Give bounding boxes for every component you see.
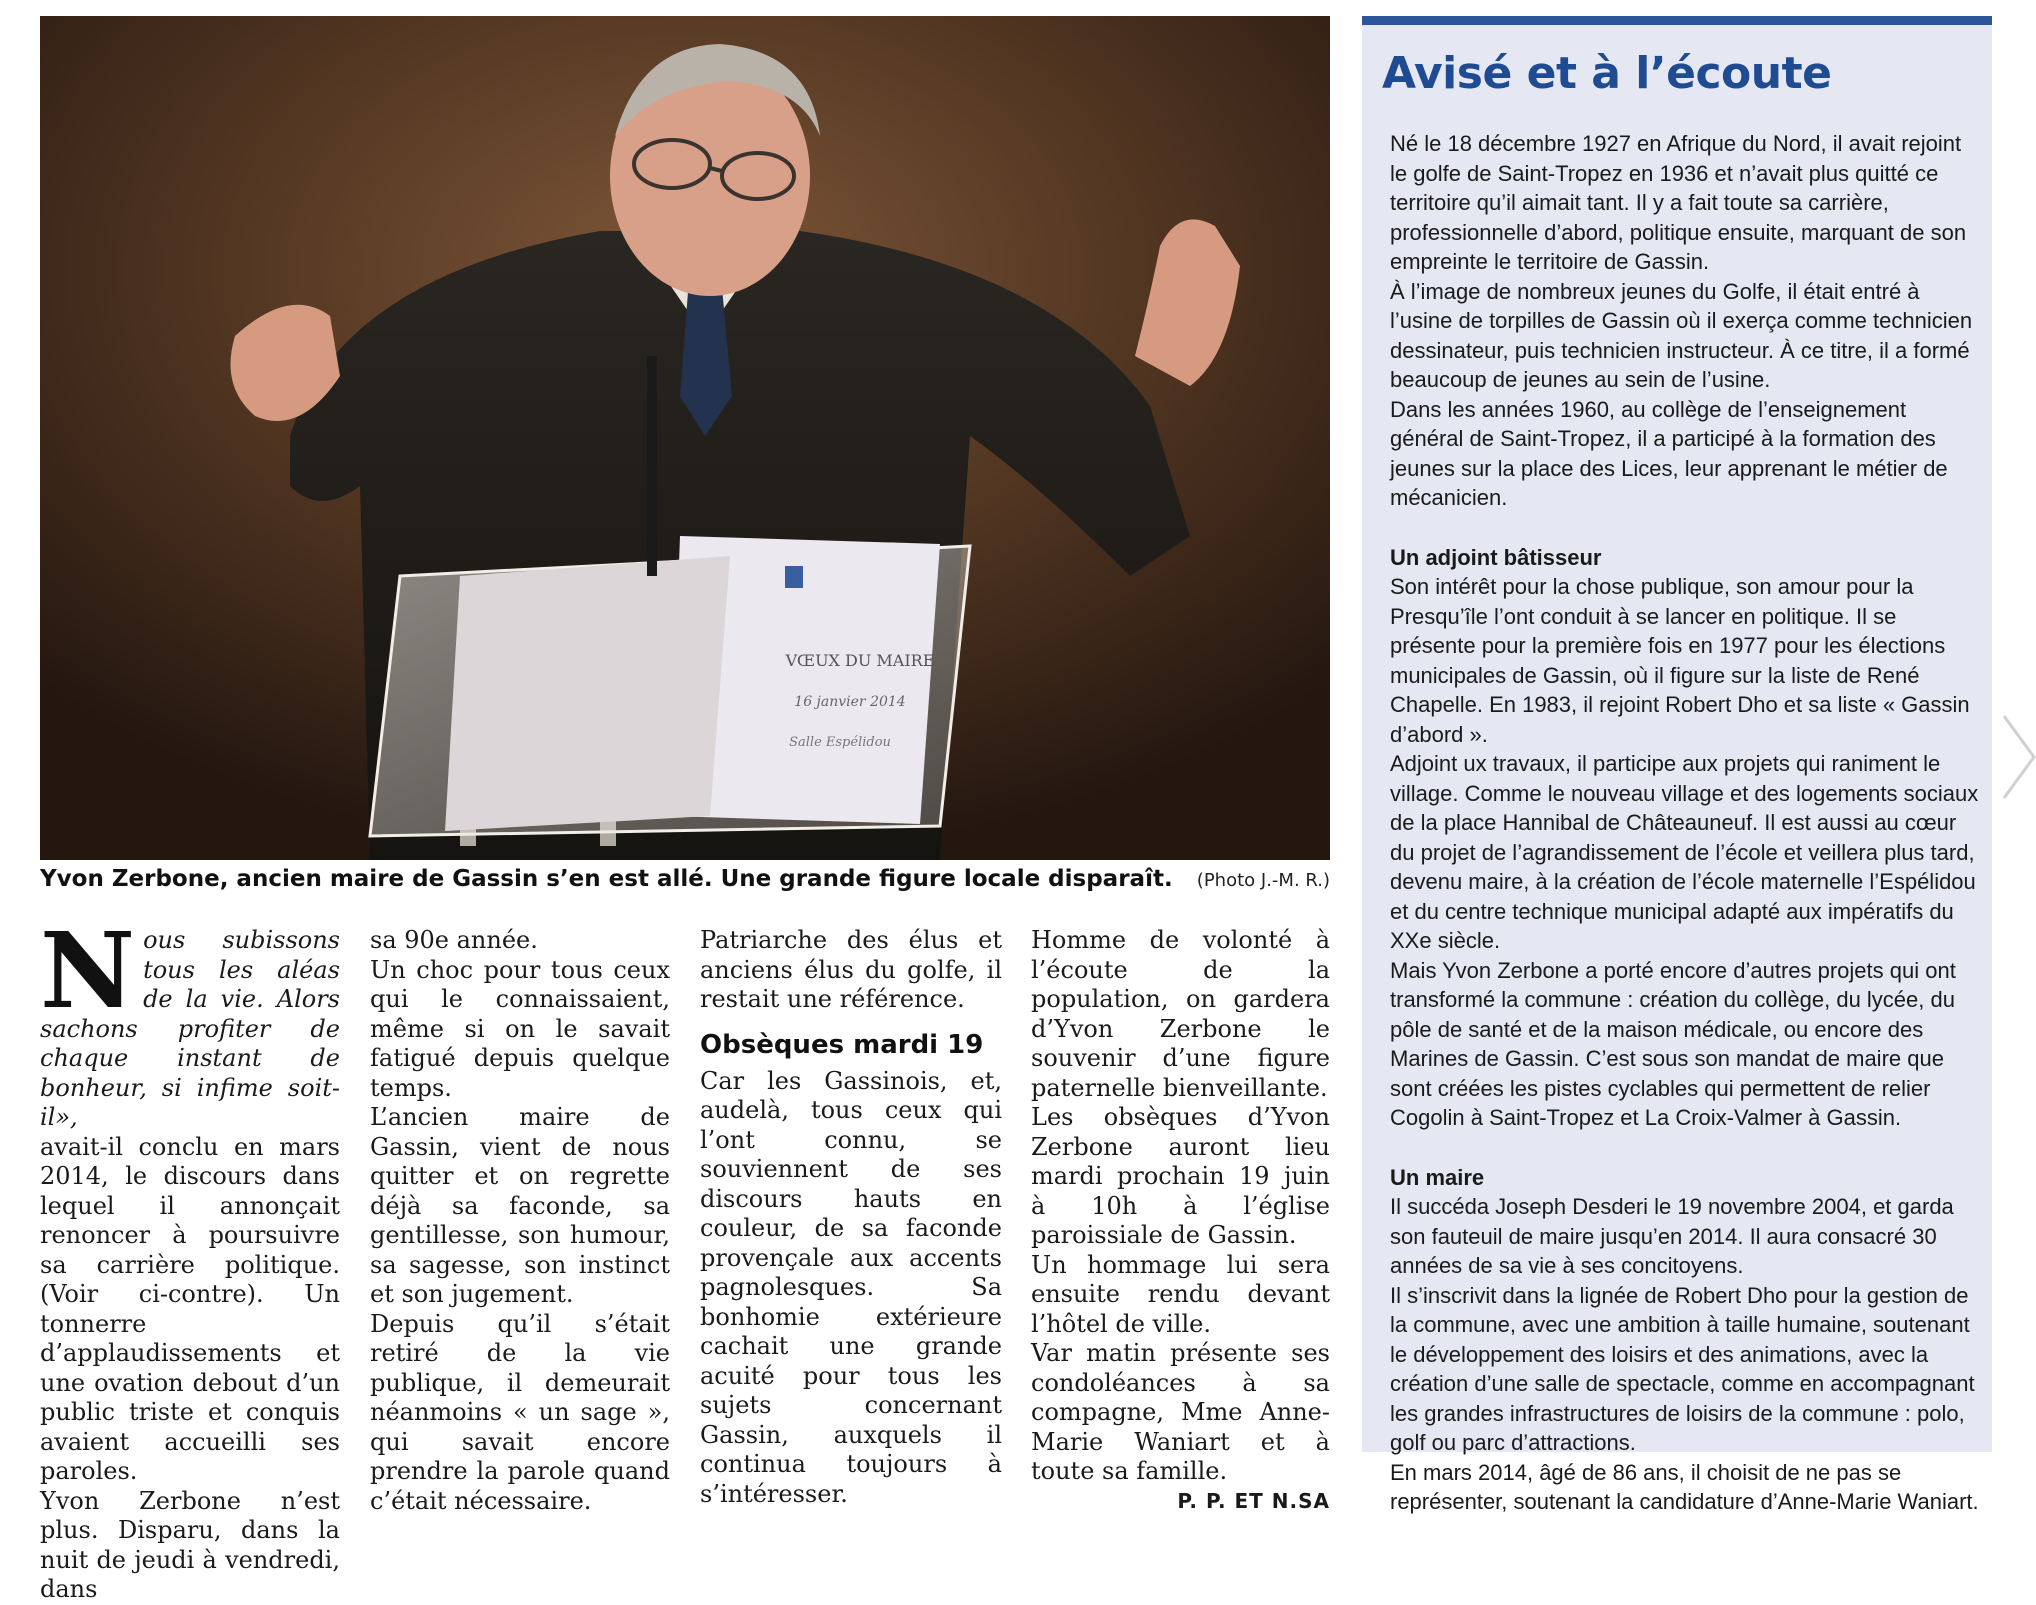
article-column-2 [370, 926, 670, 1516]
sidebar-paragraph: Dans les années 1960, au collège de l’enseignement général de Saint-Tropez, il a participé à la formation des jeunes sur la place des Lices, leur apprenant le métier de mécanicien. [1390, 396, 1948, 510]
article-subheading: Obsèques mardi 19 [700, 1029, 984, 1060]
article-paragraph: Homme de volonté à l’écoute de la population, on gardera d’Yvon Zerbone le souvenir d’une figure paternelle bienveillante. [1031, 926, 1330, 1102]
article-column-4 [1031, 926, 1330, 1515]
sidebar-box [1362, 16, 1992, 1514]
article-paragraph: Patriarche des élus et anciens élus du golfe, il restait une référence. [700, 926, 1002, 1013]
chevron-right-icon[interactable] [2000, 712, 2036, 802]
sidebar-paragraph: Son intérêt pour la chose publique, son amour pour la Presqu’île l’ont conduit à se lancer en politique. Il se présente pour la première fois en 1977 pour les élections municipales de Gassin, où il figure sur la liste de René Chapelle. En 1983, il rejoint Robert Dho et sa liste « Gassin d’abord ». [1390, 574, 1970, 747]
sidebar-paragraph: Il s’inscrivit dans la lignée de Robert Dho pour la gestion de la commune, avec une ambition à taille humaine, soutenant le développement des loisirs et des animations, avec la création d’une salle de spectacle, comme en accompagnant les grandes infrastructures de loisirs de la commune : polo, golf ou parc d’attractions. [1390, 1282, 1975, 1455]
article-paragraph: Un hommage lui sera ensuite rendu devant l’hôtel de ville. [1031, 1250, 1330, 1338]
news-photo [40, 16, 1330, 860]
lectern-title: VŒUX DU MAIRE [785, 651, 935, 670]
photo-credit: (Photo J.-M. R.) [1196, 870, 1330, 891]
photo-caption [40, 866, 1330, 900]
sidebar-paragraph: À l’image de nombreux jeunes du Golfe, il était entré à l’usine de torpilles de Gassin où il exerça comme technicien dessinateur, puis technicien instructeur. À ce titre, il a formé beaucoup de jeunes au sein de l’usine. [1390, 278, 1973, 392]
article-paragraph: L’ancien maire de Gassin, vient de nous quitter et on regrette déjà sa faconde, sa gentillesse, son humour, sa sagesse, son instinct et son jugement. [370, 1103, 670, 1308]
lectern-venue: Salle Espélidou [789, 735, 891, 750]
speaker-illustration [40, 16, 1330, 860]
article-column-3 [700, 926, 1002, 1509]
caption-text: Yvon Zerbone, ancien maire de Gassin s’en est allé. Une grande figure locale disparaît. [40, 866, 1173, 892]
drop-cap: N [40, 909, 136, 1032]
article-intro: ous subissons tous les aléas de la vie. Alors sachons profiter de chaque instant de bonheur, si infime soit-il», [40, 926, 340, 1131]
sidebar-paragraph: Adjoint ux travaux, il participe aux projets qui raniment le village. Comme le nouveau village et des logements sociaux de la place Hannibal de Châteauneuf. Il est aussi au cœur du projet de l’agrandissement de l’école et veillera plus tard, devenu maire, à la création de l’école maternelle l’Espélidou et du centre technique municipal adapté aux impératifs du XXe siècle. [1390, 751, 1979, 953]
article-column-1 [40, 909, 340, 1605]
sidebar-paragraph: Né le 18 décembre 1927 en Afrique du Nord, il avait rejoint le golfe de Saint-Tropez en 1936 et n’avait plus quitté ce territoire qu’il aimait tant. Il y a fait toute sa carrière, professionnelle d’abord, politique ensuite, marquant de son empreinte le territoire de Gassin. [1390, 131, 1967, 274]
sidebar-paragraph: Mais Yvon Zerbone a porté encore d’autres projets qui ont transformé la commune : création du collège, du lycée, du pôle de santé et de la maison médicale, ou encore des Marines de Gassin. C’est sous son mandat de maire que sont créées les pistes cyclables qui permettent de relier Cogolin à Saint-Tropez et La Croix-Valmer à Gassin. [1390, 957, 1956, 1130]
sidebar-title: Avisé et à l’écoute [1382, 48, 1832, 99]
article-paragraph: Les obsèques d’Yvon Zerbone auront lieu mardi prochain 19 juin à 10h à l’église paroissiale de Gassin. [1031, 1103, 1330, 1249]
article-paragraph: avait-il conclu en mars 2014, le discours dans lequel il annonçait renoncer à poursuivre sa carrière politique. (Voir ci-contre). Un tonnerre d’applaudissements et une ovation debout d’un public triste et conquis avaient accueilli ses paroles. [40, 1132, 340, 1485]
article-paragraph: Var matin présente ses condoléances à sa compagne, Mme Anne-Marie Waniart et à toute sa famille. [1031, 1339, 1330, 1485]
sidebar-subheading: Un adjoint bâtisseur [1390, 544, 1602, 570]
article-paragraph: Car les Gassinois, et, audelà, tous ceux qui l’ont connu, se souviennent de ses discours hauts en couleur, de sa faconde provençale aux accents pagnolesques. Sa bonhomie extérieure cachait une grande acuité pour tous les sujets concernant Gassin, auxquels il continua toujours à s’intéresser. [700, 1066, 1002, 1508]
article-paragraph: sa 90e année. [370, 926, 538, 954]
article-signature: P. P. ET N.SA [1177, 1488, 1330, 1513]
article-paragraph: Depuis qu’il s’était retiré de la vie publique, il demeurait néanmoins « un sage », qui savait encore prendre la parole quand c’était nécessaire. [370, 1309, 670, 1515]
lectern-date: 16 janvier 2014 [794, 694, 906, 710]
article-paragraph: Yvon Zerbone n’est plus. Disparu, dans la nuit de jeudi à vendredi, dans [40, 1486, 340, 1603]
sidebar-paragraph: En mars 2014, âgé de 86 ans, il choisit de ne pas se représenter, soutenant la candidature d’Anne-Marie Waniart. [1390, 1459, 1979, 1514]
article-paragraph: Un choc pour tous ceux qui le connaissaient, même si on le savait fatigué depuis quelque temps. [370, 955, 670, 1102]
sidebar-paragraph: Il succéda Joseph Desderi le 19 novembre 2004, et garda son fauteuil de maire jusqu’en 2014. Il aura consacré 30 années de sa vie à ses concitoyens. [1390, 1194, 1954, 1278]
sidebar-subheading: Un maire [1390, 1164, 1485, 1190]
sidebar-body [1374, 129, 1980, 1517]
